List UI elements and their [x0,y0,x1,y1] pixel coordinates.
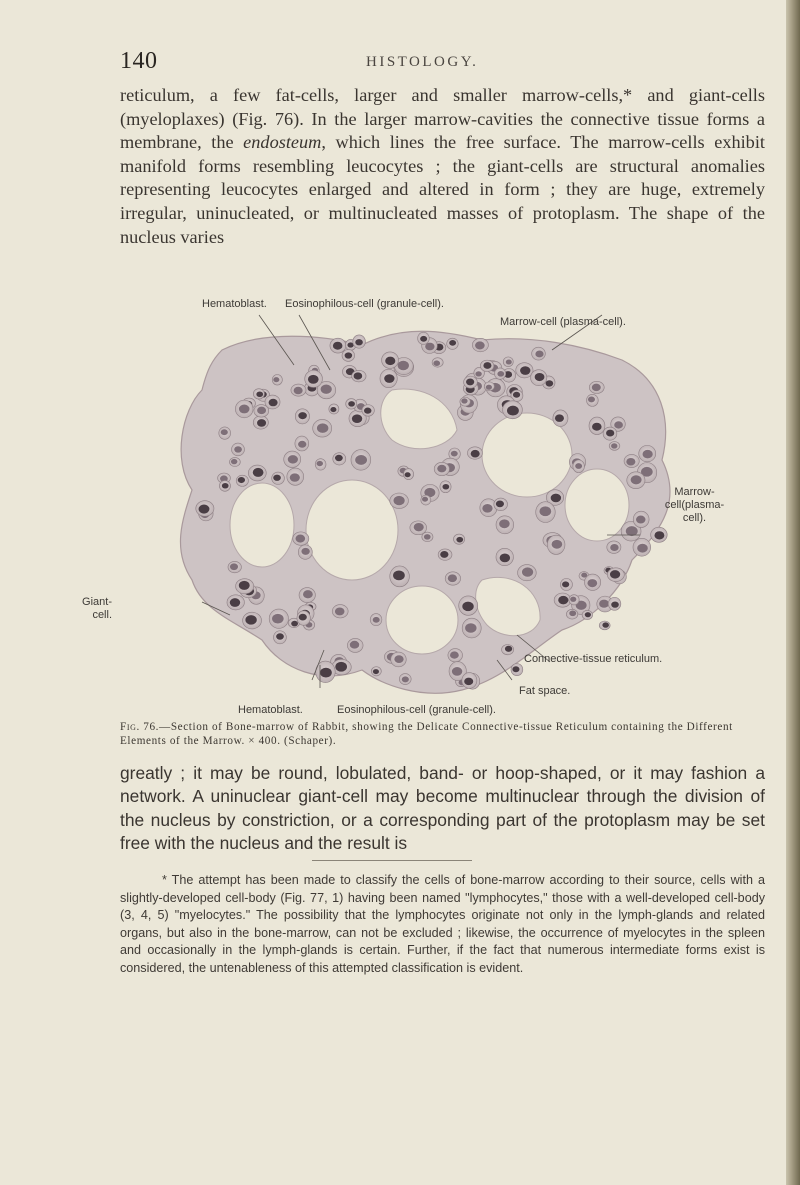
marrow-cell [445,572,460,585]
marrow-cell [370,614,382,626]
marrow-cell [293,532,309,545]
marrow-cell [352,370,366,382]
marrow-cell [229,457,240,466]
marrow-cell [480,360,493,371]
label-eosinophilous-bottom: Eosinophilous-cell (granule-cell). [337,704,496,716]
marrow-cell [472,338,488,352]
marrow-cell [196,501,214,517]
marrow-cell [380,369,397,388]
marrow-cell [607,568,624,582]
marrow-cell [484,382,494,391]
marrow-cell [584,574,600,590]
marrow-cell [219,427,231,439]
marrow-cell [599,621,610,630]
label-hematoblast-top: Hematoblast. [202,298,267,310]
marrow-cell [421,495,431,505]
marrow-cell [243,612,262,629]
marrow-cell [295,436,309,451]
marrow-cell [291,384,306,396]
paragraph-top-italic-term: endosteum [243,132,322,153]
marrow-cell [536,502,556,523]
marrow-cell [272,375,282,386]
figure-illustration [62,290,762,720]
marrow-cell [236,475,248,486]
marrow-cell [253,389,264,399]
marrow-cell [390,493,409,509]
marrow-cell [403,469,413,480]
marrow-cell [607,541,621,553]
label-marrow-right [657,486,732,525]
marrow-cell [434,462,449,475]
label-marrow-right-line3: cell). [682,512,707,524]
marrow-cell [582,610,592,619]
fat-space [565,469,629,541]
footnote-rule [312,860,472,861]
marrow-cell [248,465,266,481]
marrow-cell [391,652,407,667]
label-giant-cell-line2: cell. [92,609,112,621]
marrow-cell [651,527,668,542]
marrow-cell [608,597,621,610]
marrow-cell [438,549,452,560]
marrow-cell [332,605,348,618]
marrow-cell [503,401,523,419]
marrow-cell [531,370,547,386]
marrow-cell [624,454,639,467]
label-marrow-right-line2: cell(plasma- [664,499,725,511]
fat-space [230,483,294,567]
marrow-cell [496,516,514,534]
marrow-cell [353,335,366,348]
marrow-cell [254,405,269,418]
paragraph-top [120,84,765,249]
label-marrow-right-line1: Marrow- [674,486,715,498]
book-binding-edge [786,0,800,1185]
marrow-cell [553,410,568,427]
label-marrow-plasma-top: Marrow-cell (plasma-cell). [500,316,626,328]
caption-text: —Section of Bone-marrow of Rabbit, showing the Delicate Connective-tissue Reticulum containing the Different Elements of the Marrow. × 400. (Schaper). [120,721,733,747]
marrow-cell [305,370,323,387]
marrow-cell [315,459,326,470]
marrow-cell [228,561,241,572]
marrow-cell [502,645,514,655]
marrow-cell [371,667,381,676]
marrow-cell [269,609,288,628]
label-fat-space: Fat space. [519,685,571,697]
marrow-cell [287,468,304,485]
marrow-cell [390,566,410,587]
fat-space [306,480,398,580]
running-head: HISTOLOGY. [366,54,479,70]
marrow-cell [603,427,617,440]
marrow-cell [633,511,649,527]
fat-space [386,586,458,654]
marrow-cell [589,381,604,393]
label-giant-cell [82,596,112,622]
marrow-cell [447,338,459,349]
marrow-cell [272,472,285,484]
marrow-cell [464,376,478,388]
marrow-cell [382,352,399,369]
marrow-cell [236,579,254,594]
marrow-cell [313,419,332,437]
marrow-cell [462,618,481,638]
figure-caption [120,720,765,748]
marrow-cell [566,609,577,619]
marrow-cell [573,460,585,473]
marrow-cell [518,565,537,581]
marrow-cell [547,535,565,554]
label-giant-cell-line1: Giant- [82,596,112,608]
footnote [120,872,765,978]
marrow-cell [399,674,411,685]
marrow-cell [235,400,253,418]
page-number: 140 [120,48,158,74]
marrow-cell [503,357,513,367]
marrow-cell [633,538,651,556]
marrow-cell [432,358,443,367]
paragraph-bottom: greatly ; it may be round, lobulated, band- or hoop-shaped, or it may fashion a network. A uninuclear giant-cell may become multinuclear through the division of the nucleus by constriction, or a corresponding part of the protoplasm may be set free with the nucleus and the result is [120,763,765,854]
marrow-cell [273,631,286,644]
marrow-cell [227,595,244,610]
marrow-cell [346,399,357,410]
marrow-cell [496,548,513,565]
marrow-cell [298,545,312,559]
marrow-cell [467,447,482,459]
paragraph-top-part2: , which lines the free surface. The marrow-cells exhibit manifold forms resembling leucocytes ; the giant-cells are structural anomalies representing leucocytes enlarged and altered in form ; they are huge, extremely irregular, uninucleated, or multinucleated masses of protoplasm. The shape of the nucleus varies [120,132,765,247]
marrow-cell [362,405,374,417]
marrow-cell [589,417,605,434]
marrow-cell [299,588,315,603]
marrow-cell [511,663,523,675]
marrow-cell [494,368,505,379]
marrow-cell [295,409,309,424]
marrow-cell [560,578,572,590]
label-connective-tissue: Connective-tissue reticulum. [524,653,663,665]
marrow-cell [347,638,363,652]
paragraph-top-part1: reticulum, a few fat-cells, larger and smaller marrow-cells,* and giant-cells (myeloplaxes) (Fig. 76). In the larger marrow-cavities the connective tissue forms a membrane, the [120,85,765,153]
marrow-cell [459,596,478,615]
marrow-cell [532,347,546,360]
marrow-cell [297,611,310,626]
marrow-cell [569,595,579,605]
marrow-cell [329,404,339,414]
marrow-cell [351,450,371,471]
marrow-cell [587,394,599,406]
label-hematoblast-bottom: Hematoblast. [238,704,303,716]
marrow-cell [410,521,427,535]
footnote-text: * The attempt has been made to classify the cells of bone-marrow according to their source, cells with a slightly-developed cell-body (Fig. 77, 1) having been named "lymphocytes," those with a well-developed cell-body (3, 4, 5) "myelocytes." The possibility that the lymphocytes originate not only in the lymph-glands and related organs, but also in the bone-marrow, can not be excluded ; likewise, the occurrence of myelocytes in the spleen and occasionally in the lymph-glands is certain. Further, if the fact that numerous intermediate forms exist is considered, the untenableness of this attempted classification is evident. [120,873,765,975]
marrow-cell [440,481,451,493]
page-header [120,48,760,76]
marrow-cell [232,443,245,456]
marrow-cell [330,338,346,353]
marrow-cell [494,498,508,511]
marrow-cell [219,480,230,491]
marrow-cell [639,445,656,461]
marrow-cell [333,453,346,465]
marrow-cell [453,534,464,544]
marrow-cell [284,451,301,467]
marrow-cell [448,649,463,662]
figure-number: Fig. 76. [120,721,160,733]
marrow-cell [627,472,645,489]
marrow-cell [516,363,533,378]
marrow-cell [253,416,268,429]
label-eosinophilous-top: Eosinophilous-cell (granule-cell). [285,298,444,310]
marrow-cell [342,349,355,361]
marrow-cell [462,673,477,689]
marrow-cell [418,332,430,344]
marrow-cell [609,442,620,451]
marrow-cell [460,397,471,406]
marrow-cell [554,593,571,607]
